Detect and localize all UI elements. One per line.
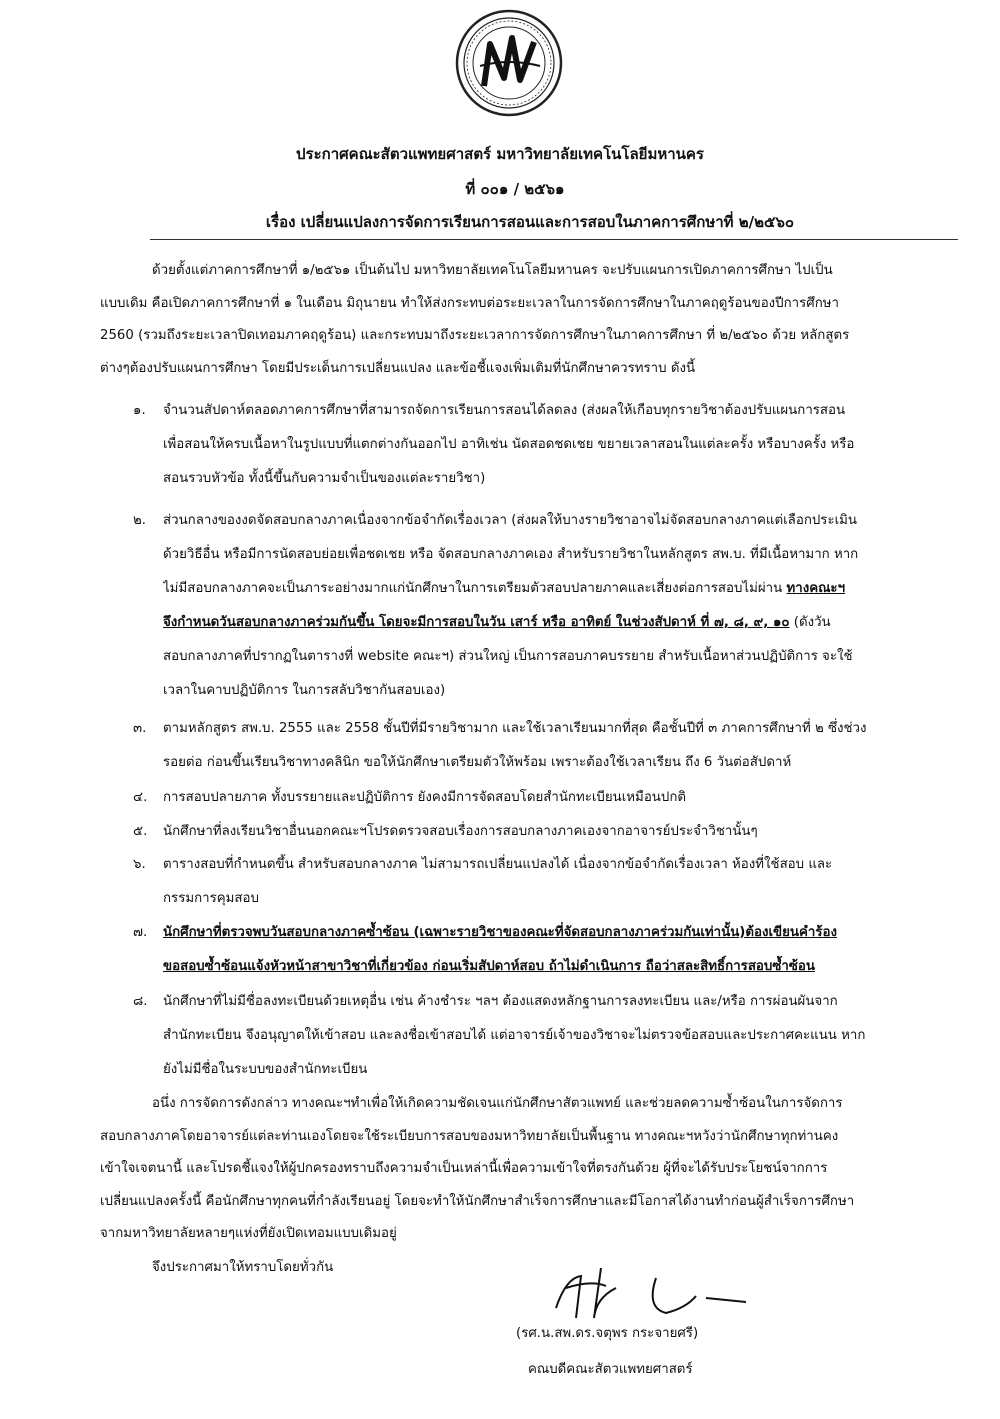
intro-paragraph	[100, 255, 962, 385]
header-subject: เรื่อง เปลี่ยนแปลงการจัดการเรียนการสอนและการสอบในภาคการศึกษาที่ ๒/๒๕๖๐	[265, 213, 795, 231]
item-line: เวลาในคาบปฏิบัติการ ในการสลับวิชากันสอบเอง)	[163, 683, 446, 698]
header-title: ประกาศคณะสัตวแพทยศาสตร์ มหาวิทยาลัยเทคโนโลยีมหานคร	[296, 145, 704, 163]
faculty-logo-seal	[454, 8, 564, 118]
emphasis-text: จึงกำหนดวันสอบกลางภาคร่วมกันขึ้น โดยจะมีการสอบในวัน เสาร์ หรือ อาทิตย์ ในช่วงสัปดาห์ ที่ ๗, ๘, ๙, ๑๐	[163, 615, 790, 630]
item-number: ๕.	[133, 824, 148, 839]
item-number: ๘.	[133, 994, 148, 1009]
closing-statement: จึงประกาศมาให้ทราบโดยทั่วกัน	[152, 1260, 334, 1275]
item-line-text: (ดังวัน	[789, 615, 831, 630]
item-number: ๔.	[133, 790, 148, 805]
conclusion-line: อนึ่ง การจัดการดังกล่าว ทางคณะฯทำเพื่อให้เกิดความชัดเจนแก่นักศึกษาสัตวแพทย์ และช่วยลดความซ้ำซ้อนในการจัดการ	[152, 1096, 843, 1111]
item-line: กรรมการคุมสอบ	[163, 891, 259, 906]
item-line: ตารางสอบที่กำหนดขึ้น สำหรับสอบกลางภาค ไม่สามารถเปลี่ยนแปลงได้ เนื่องจากข้อจำกัดเรื่องเวลา ห้องที่ใช้สอบ และ	[163, 857, 833, 872]
item-line: ตามหลักสูตร สพ.บ. 2555 และ 2558 ชั้นปีที่มีรายวิชามาก และใช้เวลาเรียนมากที่สุด คือชั้นปีที่ ๓ ภาคการศึกษาที่ ๒ ซึ่งช่วง	[163, 721, 867, 736]
item-line: เพื่อสอนให้ครบเนื้อหาในรูปแบบที่แตกต่างกันออกไป อาทิเช่น นัดสอดชดเชย ขยายเวลาสอนในแต่ละครั้ง หรือบางครั้ง หรือ	[163, 437, 855, 452]
conclusion-line: สอบกลางภาคโดยอาจารย์แต่ละท่านเองโดยจะใช้ระเบียบการสอบของมหาวิทยาลัยเป็นพื้นฐาน ทางคณะฯหวังว่านักศึกษาทุกท่านคง	[100, 1128, 839, 1144]
item-line: สอนรวบหัวข้อ ทั้งนี้ขึ้นกับความจำเป็นของแต่ละรายวิชา)	[163, 471, 486, 486]
item-number: ๗.	[133, 925, 148, 940]
item-number: ๓.	[133, 721, 147, 736]
item-line: จำนวนสัปดาห์ตลอดภาคการศึกษาที่สามารถจัดการเรียนการสอนได้ลดลง (ส่งผลให้เกือบทุกรายวิชาต้องปรับแผนการสอน	[163, 403, 846, 418]
conclusion-line: เข้าใจเจตนานี้ และโปรดชี้แจงให้ผู้ปกครองทราบถึงความจำเป็นเหล่านี้เพื่อความเข้าใจที่ตรงกันด้วย ผู้ที่จะได้รับประโยชน์จากการ	[100, 1161, 828, 1176]
item-line: การสอบปลายภาค ทั้งบรรยายและปฏิบัติการ ยังคงมีการจัดสอบโดยสำนักทะเบียนเหมือนปกติ	[163, 790, 687, 805]
emphasis-text: ทางคณะฯ	[786, 581, 846, 596]
item-line: ส่วนกลางของงดจัดสอบกลางภาคเนื่องจากข้อจำกัดเรื่องเวลา (ส่งผลให้บางรายวิชาอาจไม่จัดสอบกลางภาคแต่เลือกประเมิน	[163, 513, 857, 528]
item-line: นักศึกษาที่ลงเรียนวิชาอื่นนอกคณะฯโปรดตรวจสอบเรื่องการสอบกลางภาคเองจากอาจารย์ประจำวิชานั้นๆ	[163, 824, 758, 839]
conclusion-line: จากมหาวิทยาลัยหลายๆแห่งที่ยังเปิดเทอมแบบเดิมอยู่	[100, 1226, 397, 1241]
item-number: ๖.	[133, 857, 146, 872]
item-line: รอยต่อ ก่อนขึ้นเรียนวิชาทางคลินิก ขอให้นักศึกษาเตรียมตัวให้พร้อม เพราะต้องใช้เวลาเรียน ถึง 6 วันต่อสัปดาห์	[163, 755, 792, 770]
signatory-title: คณบดีคณะสัตวแพทยศาสตร์	[528, 1362, 693, 1377]
intro-line: 2560 (รวมถึงระยะเวลาปิดเทอมภาคฤดูร้อน) และกระทบมาถึงระยะเวลาการจัดการศึกษาในภาคการศึกษา ที่ ๒/๒๕๖๐ ด้วย หลักสูตร	[100, 328, 850, 343]
item-line: ด้วยวิธีอื่น หรือมีการนัดสอบย่อยเพื่อชดเชย หรือ จัดสอบกลางภาคเอง สำหรับรายวิชาในหลักสูตร สพ.บ. ที่มีเนื้อหามาก หาก	[163, 547, 859, 562]
signatory-name: (รศ.น.สพ.ดร.จตุพร กระจายศรี)	[516, 1326, 699, 1341]
item-line: ขอสอบซ้ำซ้อนแจ้งหัวหน้าสาขาวิชาที่เกี่ยวข้อง ก่อนเริ่มสัปดาห์สอบ ถ้าไม่ดำเนินการ ถือว่าสละสิทธิ์การสอบซ้ำซ้อน	[163, 959, 815, 974]
header-number: ที่ ๐๐๑ / ๒๕๖๑	[465, 180, 565, 198]
item-line: สอบกลางภาคที่ปรากฏในตารางที่ website คณะฯ) ส่วนใหญ่ เป็นการสอบภาคบรรยาย สำหรับเนื้อหาส่วนปฏิบัติการ จะใช้	[163, 649, 853, 664]
item-line	[163, 572, 963, 606]
handwritten-signature	[536, 1258, 766, 1328]
intro-line: ต่างๆต้องปรับแผนการศึกษา โดยมีประเด็นการเปลี่ยนแปลง และข้อชี้แจงเพิ่มเติมที่นักศึกษาควรทราบ ดังนี้	[100, 360, 696, 376]
intro-line: ด้วยตั้งแต่ภาคการศึกษาที่ ๑/๒๕๖๑ เป็นต้นไป มหาวิทยาลัยเทคโนโลยีมหานคร จะปรับแผนการเปิดภาคการศึกษา ไปเป็น	[152, 263, 833, 278]
item-line-text: ไม่มีสอบกลางภาคจะเป็นภาระอย่างมากแก่นักศึกษาในการเตรียมตัวสอบปลายภาคและเสี่ยงต่อการสอบไม่ผ่าน	[163, 581, 783, 596]
conclusion-line: เปลี่ยนแปลงครั้งนี้ คือนักศึกษาทุกคนที่กำลังเรียนอยู่ โดยจะทำให้นักศึกษาสำเร็จการศึกษาและมีโอกาสได้งานทำก่อนผู้สำเร็จการศึกษา	[100, 1193, 855, 1209]
item-line	[163, 606, 963, 640]
item-number: ๒.	[133, 513, 146, 528]
conclusion-paragraph	[100, 1088, 962, 1251]
header-divider	[150, 239, 958, 240]
intro-line: แบบเดิม คือเปิดภาคการศึกษาที่ ๑ ในเดือน มิถุนายน ทำให้ส่งกระทบต่อระยะเวลาในการจัดการศึกษาในภาคฤดูร้อนของปีการศึกษา	[100, 295, 839, 311]
item-line: สำนักทะเบียน จึงอนุญาตให้เข้าสอบ และลงชื่อเข้าสอบได้ แต่อาจารย์เจ้าของวิชาจะไม่ตรวจข้อสอบและประกาศคะแนน หาก	[163, 1028, 866, 1043]
item-line: ยังไม่มีชื่อในระบบของสำนักทะเบียน	[163, 1062, 368, 1077]
item-line: นักศึกษาที่ตรวจพบวันสอบกลางภาคซ้ำซ้อน (เฉพาะรายวิชาของคณะที่จัดสอบกลางภาคร่วมกันเท่านั้น)ต้องเขียนคำร้อง	[163, 925, 837, 940]
item-line: นักศึกษาที่ไม่มีชื่อลงทะเบียนด้วยเหตุอื่น เช่น ค้างชำระ ฯลฯ ต้องแสดงหลักฐานการลงทะเบียน และ/หรือ การผ่อนผันจาก	[163, 994, 838, 1009]
item-number: ๑.	[133, 403, 146, 418]
